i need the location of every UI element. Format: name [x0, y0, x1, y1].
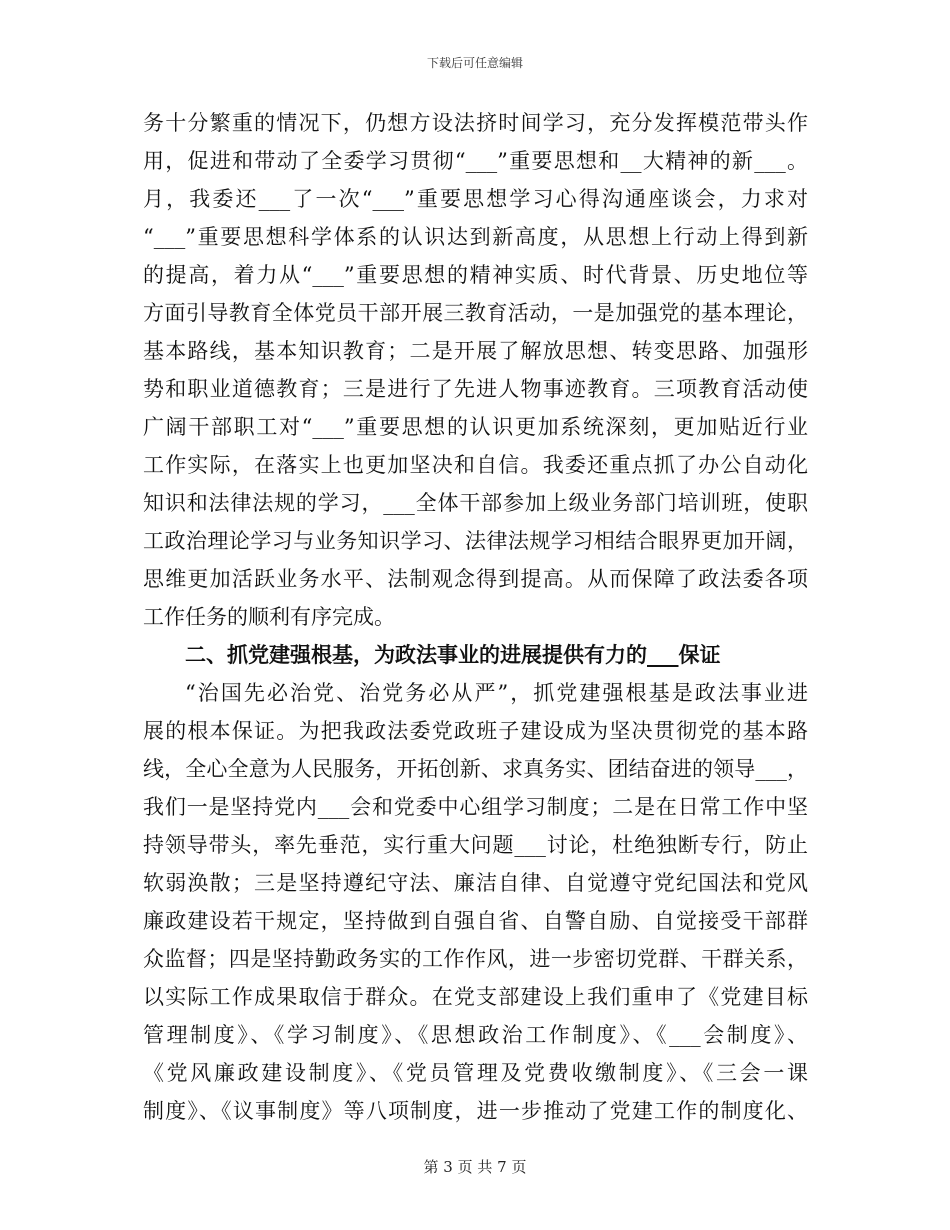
- body-line: 管理制度》、《学习制度》、《思想政治工作制度》、《___会制度》、: [143, 1023, 808, 1047]
- body-line: 广阔干部职工对“___”重要思想的认识更加系统深刻，更加贴近行业: [143, 415, 808, 439]
- body-line: 的提高，着力从“___”重要思想的精神实质、时代背景、历史地位等: [143, 263, 808, 287]
- body-line: 势和职业道德教育；三是进行了先进人物事迹教育。三项教育活动使: [143, 377, 808, 401]
- body-line: 用，促进和带动了全委学习贯彻“___”重要思想和__大精神的新___。: [143, 149, 808, 173]
- body-line: 月，我委还___了一次“___”重要思想学习心得沟通座谈会，力求对: [143, 187, 808, 211]
- body-line: “治国先必治党、治党务必从严”，抓党建强根基是政法事业进: [185, 681, 808, 705]
- body-line: 软弱涣散；三是坚持遵纪守法、廉洁自律、自觉遵守党纪国法和党风: [143, 871, 808, 895]
- body-line: 务十分繁重的情况下，仍想方设法挤时间学习，充分发挥模范带头作: [143, 111, 808, 135]
- body-line: 制度》、《议事制度》等八项制度，进一步推动了党建工作的制度化、: [143, 1099, 808, 1123]
- body-line: 线，全心全意为人民服务，开拓创新、求真务实、团结奋进的领导___，: [143, 757, 808, 781]
- document-body: [143, 104, 808, 1130]
- body-line: 廉政建设若干规定，坚持做到自强自省、自警自励、自觉接受干部群: [143, 909, 808, 933]
- body-line: 方面引导教育全体党员干部开展三教育活动，一是加强党的基本理论，: [143, 301, 808, 325]
- body-line: 展的根本保证。为把我政法委党政班子建设成为坚决贯彻党的基本路: [143, 719, 808, 743]
- body-line: 工作实际，在落实上也更加坚决和自信。我委还重点抓了办公自动化: [143, 453, 808, 477]
- body-line: 众监督；四是坚持勤政务实的工作作风，进一步密切党群、干群关系，: [143, 947, 808, 971]
- body-line: “___”重要思想科学体系的认识达到新高度，从思想上行动上得到新: [143, 225, 808, 249]
- body-line: 我们一是坚持党内___会和党委中心组学习制度；二是在日常工作中坚: [143, 795, 808, 819]
- body-line: 基本路线，基本知识教育；二是开展了解放思想、转变思路、加强形: [143, 339, 808, 363]
- page-footer: 第 3 页 共 7 页: [423, 1158, 527, 1176]
- section-heading: 二、抓党建强根基，为政法事业的进展提供有力的___保证: [185, 642, 721, 667]
- body-line: 思维更加活跃业务水平、法制观念得到提高。从而保障了政法委各项: [143, 567, 808, 591]
- body-line: 工政治理论学习与业务知识学习、法律法规学习相结合眼界更加开阔，: [143, 529, 808, 553]
- body-line: 《党风廉政建设制度》、《党员管理及党费收缴制度》、《三会一课: [143, 1061, 808, 1085]
- body-line: 知识和法律法规的学习，___全体干部参加上级业务部门培训班，使职: [143, 491, 808, 515]
- page-header: 下载后可任意编辑: [426, 56, 523, 70]
- body-line: 工作任务的顺利有序完成。: [143, 605, 395, 629]
- body-line: 持领导带头，率先垂范，实行重大问题___讨论，杜绝独断专行，防止: [143, 833, 808, 857]
- body-line: 以实际工作成果取信于群众。在党支部建设上我们重申了《党建目标: [143, 985, 808, 1009]
